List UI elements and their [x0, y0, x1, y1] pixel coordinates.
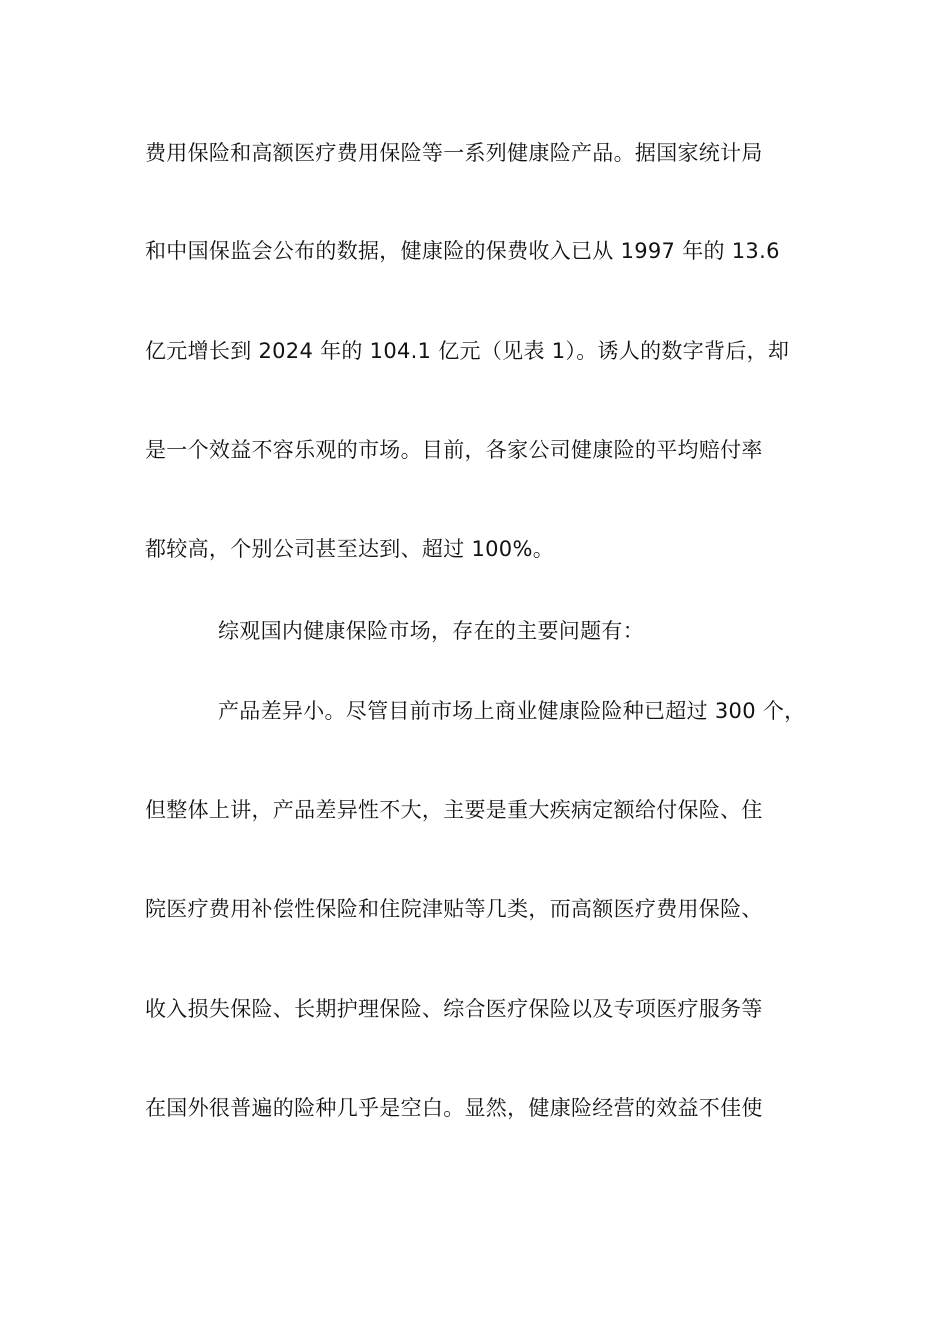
paragraph-line: 都较高，个别公司甚至达到、超过 100%。 — [145, 537, 555, 561]
paragraph-line: 是一个效益不容乐观的市场。目前，各家公司健康险的平均赔付率 — [145, 438, 763, 462]
paragraph-line: 但整体上讲，产品差异性不大，主要是重大疾病定额给付保险、住 — [145, 798, 763, 822]
paragraph-line: 收入损失保险、长期护理保险、综合医疗保险以及专项医疗服务等 — [145, 997, 763, 1021]
paragraph-line: 产品差异小。尽管目前市场上商业健康险险种已超过 300 个， — [218, 699, 806, 723]
paragraph-line: 院医疗费用补偿性保险和住院津贴等几类，而高额医疗费用保险、 — [145, 897, 763, 921]
paragraph-line: 和中国保监会公布的数据，健康险的保费收入已从 1997 年的 13.6 — [145, 239, 780, 263]
paragraph-line: 在国外很普遍的险种几乎是空白。显然，健康险经营的效益不佳使 — [145, 1096, 763, 1120]
paragraph-line: 亿元增长到 2024 年的 104.1 亿元（见表 1）。诱人的数字背后，却 — [145, 339, 790, 363]
paragraph-line: 综观国内健康保险市场，存在的主要问题有： — [218, 619, 644, 643]
paragraph-line: 费用保险和高额医疗费用保险等一系列健康险产品。据国家统计局 — [145, 141, 763, 165]
